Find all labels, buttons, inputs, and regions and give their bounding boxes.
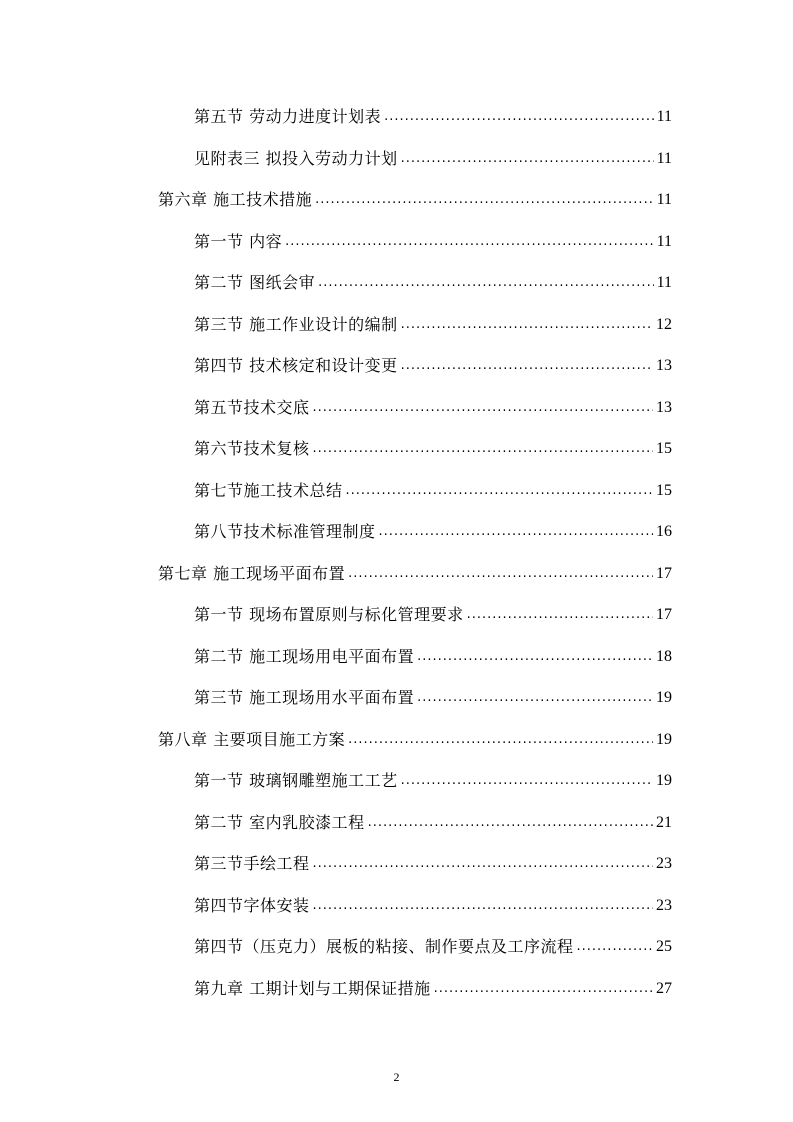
toc-entry-label: 第八章 主要项目施工方案 xyxy=(158,729,346,749)
toc-dot-leader xyxy=(313,843,653,885)
toc-dot-leader xyxy=(315,179,654,221)
toc-entry-page: 23 xyxy=(656,855,672,872)
toc-entry-page: 17 xyxy=(656,564,672,582)
toc-entry-label: 第一节 玻璃钢雕塑施工工艺 xyxy=(194,771,398,790)
toc-entry[interactable] xyxy=(194,387,672,429)
toc-entry[interactable] xyxy=(194,96,672,138)
toc-dot-leader xyxy=(313,428,653,470)
toc-entry-label: 第三节 施工现场用水平面布置 xyxy=(194,688,415,707)
toc-entry-page: 15 xyxy=(656,481,672,499)
toc-entry-page: 25 xyxy=(656,938,672,955)
toc-dot-leader xyxy=(379,511,653,553)
toc-dot-leader xyxy=(348,719,653,761)
toc-entry-page: 15 xyxy=(656,440,672,457)
toc-entry[interactable] xyxy=(194,262,672,304)
toc-dot-leader xyxy=(401,304,653,346)
toc-entry-label: 第七章 施工现场平面布置 xyxy=(158,563,346,583)
toc-dot-leader xyxy=(318,262,654,304)
toc-entry-page: 11 xyxy=(656,149,672,167)
toc-entry[interactable] xyxy=(194,802,672,844)
toc-entry-label: 第三节手绘工程 xyxy=(194,854,310,873)
toc-entry-page: 17 xyxy=(656,606,672,623)
toc-entry[interactable] xyxy=(194,138,672,180)
toc-entry[interactable] xyxy=(194,428,672,470)
toc-dot-leader xyxy=(313,387,653,429)
page-number: 2 xyxy=(393,1070,400,1084)
toc-chapter-entry[interactable] xyxy=(158,719,672,761)
toc-entry-page: 19 xyxy=(656,772,672,789)
toc-entry[interactable] xyxy=(194,511,672,553)
toc-dot-leader xyxy=(417,636,653,678)
toc-dot-leader xyxy=(577,926,653,968)
toc-dot-leader xyxy=(401,138,654,180)
toc-entry-page: 21 xyxy=(656,813,672,831)
toc-dot-leader xyxy=(417,677,653,719)
toc-entry-page: 16 xyxy=(656,523,672,540)
toc-entry-page: 11 xyxy=(656,232,672,250)
toc-entry-label: 第二节 施工现场用电平面布置 xyxy=(194,646,415,666)
toc-entry-label: 第一节 现场布置原则与标化管理要求 xyxy=(194,605,464,624)
toc-entry[interactable] xyxy=(194,677,672,719)
toc-entry-page: 23 xyxy=(656,896,672,914)
toc-dot-leader xyxy=(368,802,653,844)
toc-entry-label: 第四节（压克力）展板的粘接、制作要点及工序流程 xyxy=(194,937,574,956)
toc-entry-page: 13 xyxy=(656,398,672,416)
toc-dot-leader xyxy=(467,594,653,636)
toc-entry-label: 第四节字体安装 xyxy=(194,895,310,915)
toc-entry-label: 第四节 技术核定和设计变更 xyxy=(194,356,398,375)
toc-entry[interactable] xyxy=(194,345,672,387)
toc-entry[interactable] xyxy=(194,594,672,636)
toc-entry[interactable] xyxy=(194,926,672,968)
toc-dot-leader xyxy=(348,553,653,595)
toc-entry[interactable] xyxy=(194,304,672,346)
toc-dot-leader xyxy=(346,470,653,512)
toc-entry-label: 第六章 施工技术措施 xyxy=(158,190,313,209)
toc-entry-label: 第二节 图纸会审 xyxy=(194,273,316,292)
toc-entry[interactable] xyxy=(194,885,672,927)
toc-entry-label: 第五节技术交底 xyxy=(194,397,310,417)
toc-entry-label: 第五节 劳动力进度计划表 xyxy=(194,107,382,126)
toc-dot-leader xyxy=(313,885,653,927)
toc-entry[interactable] xyxy=(194,221,672,263)
toc-entry-page: 18 xyxy=(656,647,672,665)
toc-entry-label: 第三节 施工作业设计的编制 xyxy=(194,314,398,334)
toc-entry-page: 11 xyxy=(656,191,672,208)
toc-entry-page: 11 xyxy=(656,274,672,291)
toc-dot-leader xyxy=(401,345,653,387)
toc-entry-page: 27 xyxy=(656,979,672,997)
toc-entry-label: 第七节施工技术总结 xyxy=(194,480,343,500)
toc-entry[interactable] xyxy=(194,760,672,802)
toc-entry-page: 19 xyxy=(656,689,672,706)
toc-entry-page: 11 xyxy=(656,108,672,125)
toc-entry-page: 19 xyxy=(656,730,672,748)
toc-dot-leader xyxy=(401,760,653,802)
toc-dot-leader xyxy=(434,968,653,1010)
toc-entry-label: 第九章 工期计划与工期保证措施 xyxy=(194,978,431,998)
toc-dot-leader xyxy=(285,221,654,263)
toc-entry-label: 第八节技术标准管理制度 xyxy=(194,522,376,541)
toc-entry-page: 13 xyxy=(656,357,672,374)
toc-entry-label: 第二节 室内乳胶漆工程 xyxy=(194,812,365,832)
toc-entry-label: 见附表三 拟投入劳动力计划 xyxy=(194,148,398,168)
toc-entry[interactable] xyxy=(194,968,672,1010)
toc-entry-label: 第六节技术复核 xyxy=(194,439,310,458)
toc-entry[interactable] xyxy=(194,843,672,885)
toc-chapter-entry[interactable] xyxy=(158,553,672,595)
toc-entry-label: 第一节 内容 xyxy=(194,231,283,251)
toc-chapter-entry[interactable] xyxy=(158,179,672,221)
toc-entry[interactable] xyxy=(194,636,672,678)
toc-entry-page: 12 xyxy=(656,315,672,333)
toc-entry[interactable] xyxy=(194,470,672,512)
toc-dot-leader xyxy=(384,96,654,138)
